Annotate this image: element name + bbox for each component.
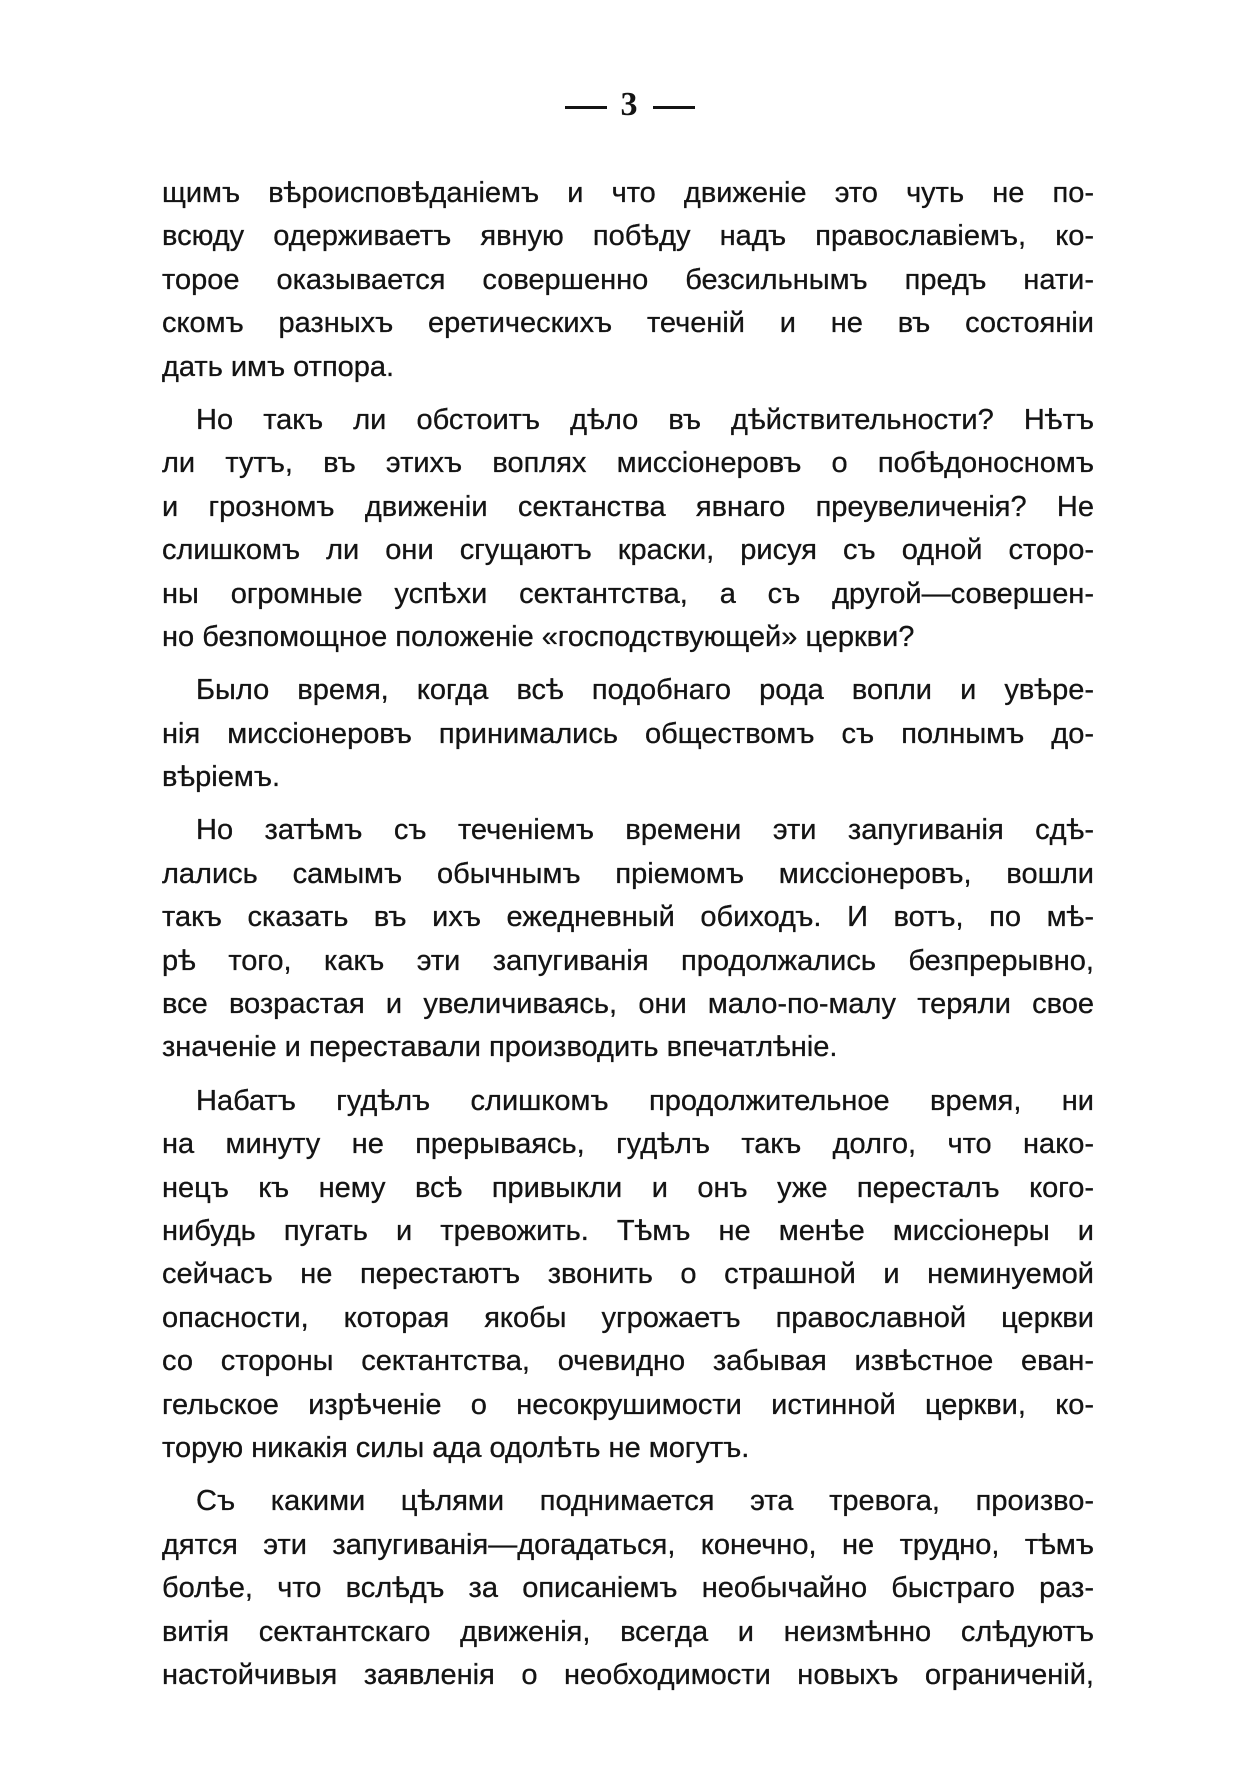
text-line: нибудь пугать и тревожить. Тѣмъ не менѣе миссіонеры и xyxy=(162,1214,1094,1247)
page-number-value: 3 xyxy=(620,86,639,123)
text-line: лались самымъ обычнымъ пріемомъ миссіонеровъ, вошли xyxy=(162,857,1094,890)
text-line: торую никакія силы ада одолѣть не могутъ. xyxy=(162,1431,750,1464)
text-line: Но такъ ли обстоитъ дѣло въ дѣйствительности? Нѣтъ xyxy=(196,403,1094,436)
text-line: витія сектантскаго движенія, всегда и неизмѣнно слѣдуютъ xyxy=(162,1615,1094,1648)
text-line: торое оказывается совершенно безсильнымъ предъ нати- xyxy=(162,263,1094,296)
text-line: Набатъ гудѣлъ слишкомъ продолжительное время, ни xyxy=(196,1084,1094,1117)
text-line: ны огромные успѣхи сектантства, а съ другой—совершен- xyxy=(162,577,1094,610)
body-text xyxy=(162,172,1094,1707)
text-line: опасности, которая якобы угрожаетъ православной церкви xyxy=(162,1301,1094,1334)
text-line: настойчивыя заявленія о необходимости новыхъ ограниченій, xyxy=(162,1658,1094,1691)
paragraph xyxy=(162,669,1094,799)
text-line: со стороны сектантства, очевидно забывая извѣстное еван- xyxy=(162,1345,1094,1378)
text-line: Съ какими цѣлями поднимается эта тревога, произво- xyxy=(196,1485,1094,1518)
text-line: но безпомощное положеніе «господствующей» церкви? xyxy=(162,620,915,653)
text-line: сейчасъ не перестаютъ звонить о страшной и неминуемой xyxy=(162,1258,1094,1291)
text-line: такъ сказать въ ихъ ежедневный обиходъ. И вотъ, по мѣ- xyxy=(162,901,1094,934)
text-line: болѣе, что вслѣдъ за описаніемъ необычайно быстраго раз- xyxy=(162,1572,1094,1605)
text-line: всюду одерживаетъ явную побѣду надъ православіемъ, ко- xyxy=(162,220,1094,253)
text-line: все возрастая и увеличиваясь, они мало-по-малу теряли свое xyxy=(162,988,1094,1021)
text-line: ли тутъ, въ этихъ воплях миссіонеровъ о побѣдоносномъ xyxy=(162,447,1094,480)
text-line: гельское изрѣченіе о несокрушимости истинной церкви, ко- xyxy=(162,1388,1094,1421)
paragraph xyxy=(162,172,1094,389)
text-line: значеніе и переставали производить впечатлѣніе. xyxy=(162,1031,838,1064)
text-line: Но затѣмъ съ теченіемъ времени эти запугиванія сдѣ- xyxy=(196,814,1094,847)
page-number xyxy=(0,86,1259,124)
page-number-right-dash xyxy=(653,106,695,109)
text-line: дать имъ отпора. xyxy=(162,350,395,383)
text-line: нія миссіонеровъ принимались обществомъ съ полнымъ до- xyxy=(162,717,1094,750)
paragraph xyxy=(162,1480,1094,1697)
text-line: Было время, когда всѣ подобнаго рода вопли и увѣре- xyxy=(196,674,1094,707)
text-line: дятся эти запугиванія—догадаться, конечно, не трудно, тѣмъ xyxy=(162,1528,1094,1561)
text-line: скомъ разныхъ еретическихъ теченій и не въ состояніи xyxy=(162,307,1094,340)
text-line: нецъ къ нему всѣ привыкли и онъ уже пересталъ кого- xyxy=(162,1171,1094,1204)
page-number-left-dash xyxy=(565,106,607,109)
text-line: вѣріемъ. xyxy=(162,761,280,794)
paragraph xyxy=(162,809,1094,1069)
text-line: слишкомъ ли они сгущаютъ краски, рисуя съ одной сторо- xyxy=(162,534,1094,567)
text-line: щимъ вѣроисповѣданіемъ и что движеніе это чуть не по- xyxy=(162,177,1094,209)
text-line: на минуту не прерываясь, гудѣлъ такъ долго, что нако- xyxy=(162,1128,1094,1161)
text-line: рѣ того, какъ эти запугиванія продолжались безпрерывно, xyxy=(162,944,1094,977)
paragraph xyxy=(162,1080,1094,1471)
paragraph xyxy=(162,399,1094,659)
text-line: и грозномъ движеніи сектанства явнаго преувеличенія? Не xyxy=(162,490,1094,523)
